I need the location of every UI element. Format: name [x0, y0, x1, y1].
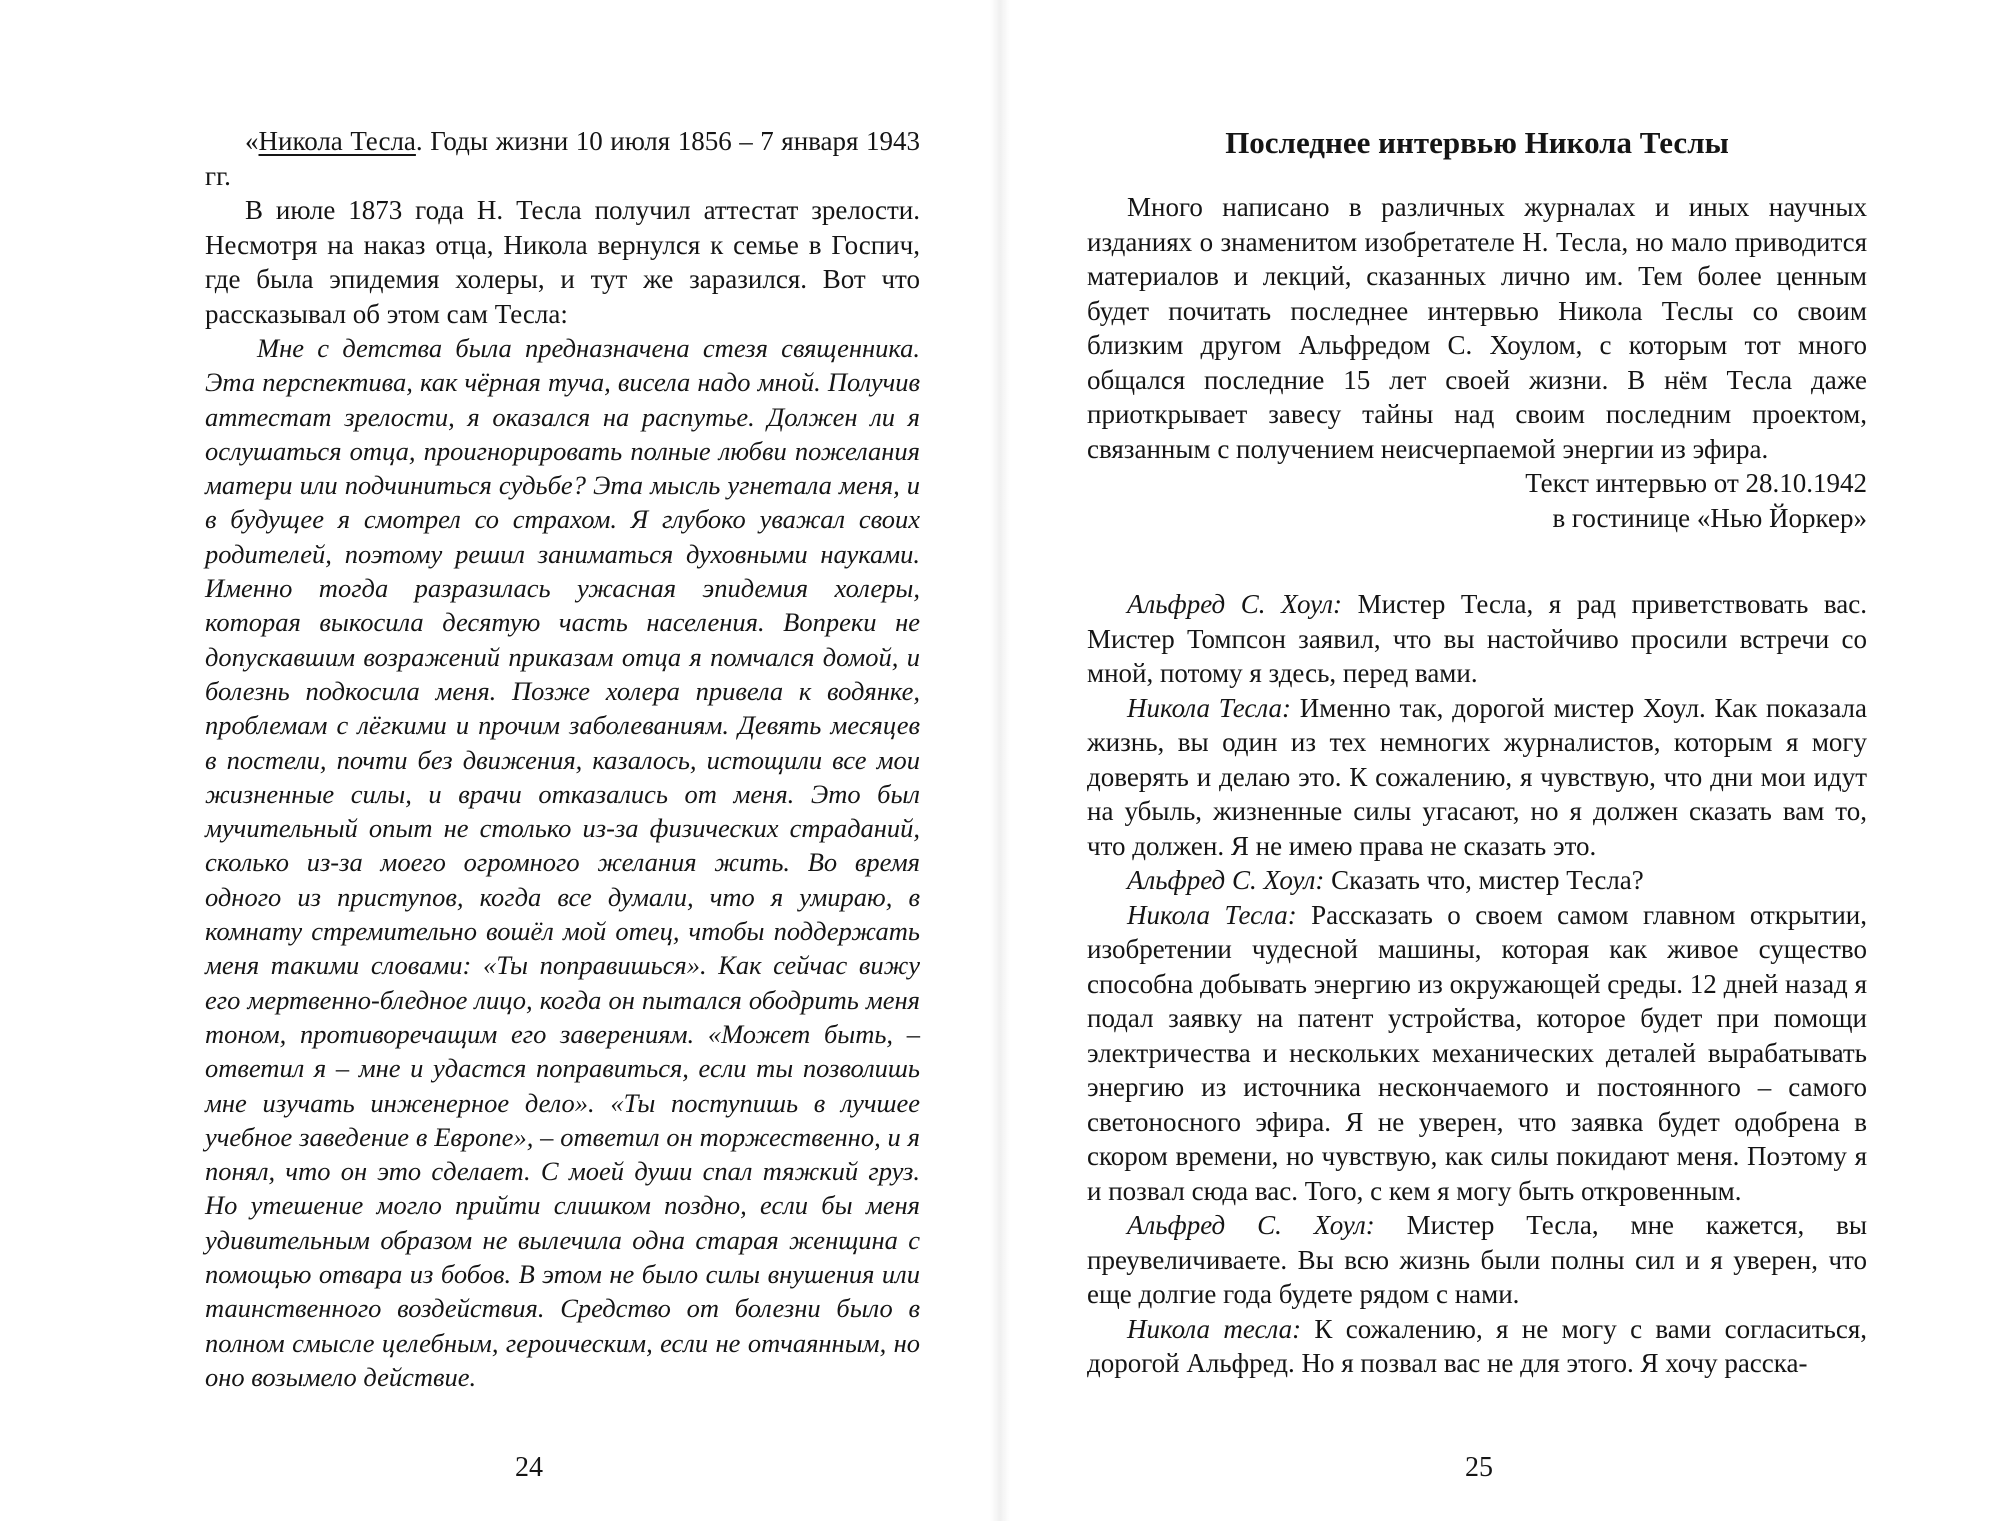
dialogue-line	[1087, 691, 1867, 864]
section-spacer	[1087, 535, 1867, 587]
caption-place-line: в гостинице «Нью Йоркер»	[1552, 502, 1867, 533]
intro-paragraph: Много написано в различных журналах и иных научных изданиях о знаменитом изобретателе Н. Тесла, но мало приводится материалов и лекций, сказанных лично им. Тем более ценным будет почитать последнее интервью Никола Теслы со своим близким другом Альфредом С. Хоулом, с которым тот много общался последние 15 лет своей жизни. В нём Тесла даже приоткрывает завесу тайны над своим последним проектом, связанным с получением неисчерпаемой энергии из эфира.	[1087, 192, 1867, 464]
page-number-left: 24	[515, 1452, 543, 1483]
dialogue-line	[1087, 863, 1867, 898]
dialogue-text: Мистер Тесла, я рад приветствовать вас. Мистер Томпсон заявил, что вы настойчиво просили встречи со мной, потому я здесь, перед вами.	[1087, 589, 1867, 688]
dialogue-line	[1087, 1312, 1867, 1381]
dialogue-line	[1087, 587, 1867, 691]
dialogue-line	[1087, 1208, 1867, 1312]
speaker-name: Никола Тесла:	[1127, 899, 1297, 930]
context-paragraph: В июле 1873 года Н. Тесла получил аттестат зрелости. Несмотря на наказ отца, Никола вернулся к семье в Госпич, где была эпидемия холеры, и тут же заразился. Вот что рассказывал об этом сам Тесла:	[205, 195, 920, 329]
speaker-name: Альфред С. Хоул:	[1127, 1210, 1375, 1240]
tesla-quote-text: Мне с детства была предназначена стезя священника. Эта перспектива, как чёрная туча, висела надо мной. Получив аттестат зрелости, я оказался на распутье. Должен ли я ослушаться отца, проигнорировать полные любви пожелания матери или подчиниться судьбе? Эта мысль угнетала меня, и в будущее я смотрел со страхом. Я глубоко уважал своих родителей, поэтому решил заниматься духовными науками. Именно тогда разразилась ужасная эпидемия холеры, которая выкосила десятую часть населения. Вопреки не допускавшим возражений приказам отца я помчался домой, и болезнь подкосила меня. Позже холера привела к водянке, проблемам с лёгкими и прочим заболеваниям. Девять месяцев в постели, почти без движения, казалось, истощили все мои жизненные силы, и врачи отказались от меня. Это был мучительный опыт не столько из-за физических страданий, сколько из-за моего огромного желания жить. Во время одного из приступов, когда все думали, что я умираю, в комнату стремительно вошёл мой отец, чтобы поддержать меня такими словами: «Ты поправишься». Как сейчас вижу его мертвенно-бледное лицо, когда он пытался ободрить меня тоном, противоречащим его заверениям. «Может быть, – ответил я – мне и удастся поправиться, если ты позволишь мне изучать инженерное дело». «Ты поступишь в лучшее учебное заведение в Европе», – ответил он торжественно, и я понял, что он это сделает. С моей души спал тяжкий груз. Но утешение могло прийти слишком поздно, если бы меня удивительным образом не вылечила одна старая женщина с помощью отвара из бобов. В этом не было силы внушения или таинственного воздействия. Средство от болезни было в полном смысле целебным, героическим, если не отчаянным, но оно возымело действие.	[205, 333, 920, 1392]
dialogue-text: Рассказать о своем самом главном открытии, изобретении чудесной машины, которая как живое существо способна добывать энергию из окружающей среды. 12 дней назад я подал заявку на патент устройства, которое будет при помощи электричества и нескольких механических деталей вырабатывать энергию из источника нескончаемого и постоянного – самого светоносного эфира. Я не уверен, что заявка будет одобрена в скором времени, но чувствую, как силы покидают меня. Поэтому я и позвал сюда вас. Того, с кем я могу быть откровенным.	[1087, 899, 1867, 1206]
interview-caption	[1087, 466, 1867, 535]
dialogue-line	[1087, 898, 1867, 1209]
dialogue-text: Мистер Тесла, мне кажется, вы преувеличиваете. Вы всю жизнь были полны сил и я уверен, что еще долгие года будете рядом с нами.	[1087, 1210, 1867, 1309]
caption-date-line: Текст интервью от 28.10.1942	[1525, 468, 1867, 498]
speaker-name: Никола Тесла:	[1127, 692, 1292, 723]
opening-paragraph-rest: . Годы жизни 10 июля 1856 – 7 января 1943 гг.	[205, 126, 921, 191]
article-heading: Последнее интервью Никола Теслы	[1225, 125, 1729, 160]
dialogue-text: К сожалению, я не могу с вами согласиться, дорогой Альфред. Но я позвал вас не для этого. Я хочу расска-	[1087, 1313, 1867, 1378]
tesla-name-underlined: Никола Тесла	[258, 126, 416, 156]
opening-paragraph: «Никола Тесла. Годы жизни 10 июля 1856 – 7 января 1943 гг.	[205, 126, 921, 191]
right-page	[1000, 0, 2000, 1521]
page-number-right: 25	[1465, 1452, 1493, 1483]
dialogue-text: Сказать что, мистер Тесла?	[1324, 865, 1644, 895]
speaker-name: Никола тесла:	[1127, 1313, 1302, 1344]
speaker-name: Альфред С. Хоул:	[1127, 865, 1325, 895]
right-text-column	[1087, 124, 1867, 1381]
tesla-quote-block	[205, 331, 920, 1394]
dialogue-text: Именно так, дорогой мистер Хоул. Как показала жизнь, вы один из тех немногих журналистов, которым я могу доверять и делаю это. К сожалению, я чувствую, что дни мои идут на убыль, жизненные силы угасают, но я должен сказать вам то, что должен. Я не имею права не сказать это.	[1087, 692, 1868, 861]
left-text-column	[205, 124, 920, 1394]
speaker-name: Альфред С. Хоул:	[1127, 589, 1343, 619]
